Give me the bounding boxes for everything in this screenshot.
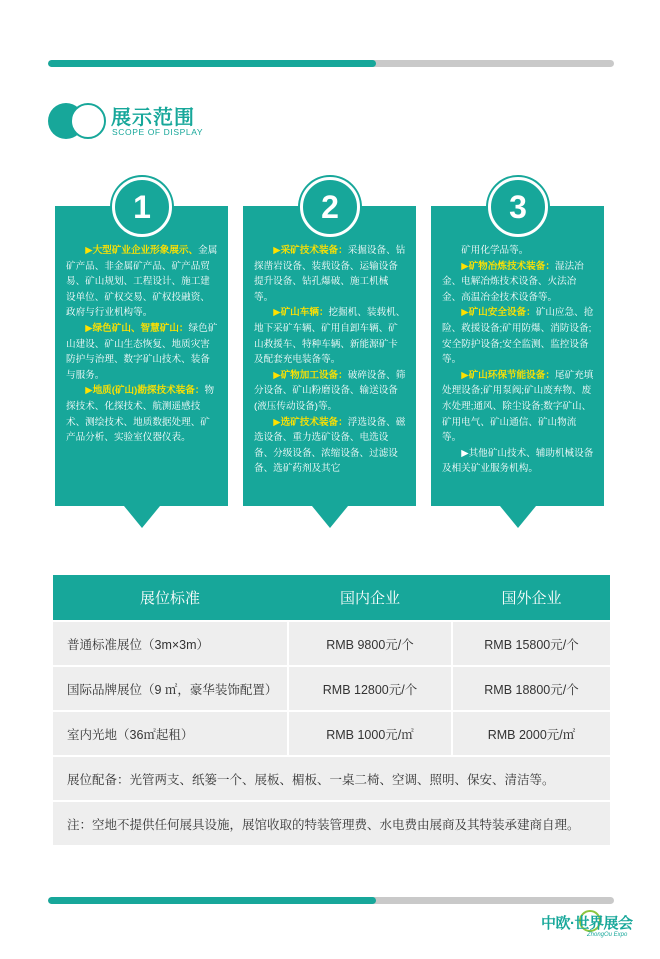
- domestic-price: RMB 12800元/个: [289, 667, 451, 710]
- card-paragraph: ▶矿物加工设备：破碎设备、筛分设备、矿山粉磨设备、输送设备(液压传动设备)等。: [254, 369, 406, 412]
- booth-equipment-note: 展位配备：光管两支、纸篓一个、展板、楣板、一桌二椅、空调、照明、保安、清洁等。: [53, 757, 610, 800]
- table-row: [53, 667, 610, 710]
- card-3-text: [442, 243, 595, 477]
- booth-type: 普通标准展位（3m×3m）: [53, 622, 287, 665]
- table-row: [53, 622, 610, 665]
- card-paragraph: ▶地质(矿山)勘探技术装备：物探技术、化探技术、航测遥感技术、测绘技术、地质数据处理、矿产品分析、实验室仪器仪表。: [66, 385, 215, 444]
- bottom-divider-bar: [48, 897, 614, 904]
- card-paragraph: ▶矿物冶炼技术装备：湿法冶金、电解冶炼技术设备、火法冶金、高温冶金技术设备等。: [442, 260, 584, 303]
- domestic-price: RMB 9800元/个: [289, 622, 451, 665]
- brand-logo: [541, 912, 641, 942]
- header-booth-standard: 展位标准: [139, 590, 200, 607]
- card-paragraph: 矿用化学品等。: [461, 245, 529, 256]
- card-pointer: [124, 506, 160, 528]
- booth-type: 室内光地（36㎡起租）: [53, 712, 287, 755]
- card-1-text: [66, 243, 219, 446]
- table-row: [53, 712, 610, 755]
- header-foreign: 国外企业: [501, 590, 562, 607]
- section-subtitle: SCOPE OF DISPLAY: [112, 127, 204, 137]
- card-paragraph: ▶其他矿山技术、辅助机械设备及相关矿业服务机构。: [442, 447, 594, 475]
- brand-name-en: ZhongOu Expo: [587, 932, 628, 938]
- booth-type: 国际品牌展位（9 ㎡，豪华装饰配置）: [53, 667, 287, 710]
- card-paragraph: ▶绿色矿山、智慧矿山：绿色矿山建设、矿山生态恢复、地质灾害防护与治理、数字矿山技术、装备与服务。: [66, 322, 218, 381]
- domestic-price: RMB 1000元/㎡: [289, 712, 451, 755]
- foreign-price: RMB 18800元/个: [453, 667, 610, 710]
- open-space-note: 注：空地不提供任何展具设施，展馆收取的特装管理费、水电费由展商及其特装承建商自理。: [53, 802, 610, 845]
- card-number-badge: 3: [488, 177, 548, 237]
- card-paragraph: ▶矿山车辆：挖掘机、装载机、地下采矿车辆、矿用自卸车辆、矿山救援车、特种车辆、新能源矿卡及配套充电装备等。: [254, 307, 406, 366]
- card-paragraph: ▶矿山安全设备：矿山应急、抢险、救援设备;矿用防爆、消防设备;安全防护设备;安全监测、监控设备等。: [442, 307, 594, 366]
- top-divider-bar: [48, 60, 614, 67]
- card-number-badge: 1: [112, 177, 172, 237]
- scope-card-1: [55, 206, 228, 506]
- table-header-row: [53, 575, 610, 620]
- card-paragraph: ▶选矿技术装备：浮选设备、磁选设备、重力选矿设备、电选设备、分级设备、浓缩设备、过滤设备、选矿药剂及其它: [254, 416, 406, 475]
- scope-card-3: [431, 206, 604, 506]
- card-number-badge: 2: [300, 177, 360, 237]
- booth-price-table: [53, 575, 610, 845]
- card-2-text: [254, 243, 407, 477]
- foreign-price: RMB 15800元/个: [453, 622, 610, 665]
- circles-logo-icon: [48, 101, 108, 141]
- card-paragraph: ▶采矿技术装备：采掘设备、钻探凿岩设备、装载设备、运输设备提升设备、钻孔爆破、施工机械等。: [254, 245, 406, 303]
- card-pointer: [500, 506, 536, 528]
- header-domestic: 国内企业: [339, 590, 400, 607]
- section-title: 展示范围: [111, 107, 195, 129]
- card-paragraph: ▶大型矿业企业形象展示、金属矿产品、非金属矿产品、矿产品贸易、矿山规划、工程设计、施工建设单位、矿权交易、矿权投融资、政府与行业机构等。: [66, 245, 218, 319]
- card-pointer: [312, 506, 348, 528]
- scope-card-2: [243, 206, 416, 506]
- foreign-price: RMB 2000元/㎡: [453, 712, 610, 755]
- brand-name: 中欧·世界展会: [541, 915, 633, 932]
- card-paragraph: ▶矿山环保节能设备：尾矿充填处理设备;矿用泵阀;矿山废弃物、废水处理;通风、除尘设备;数字矿山、矿用电气、矿山通信、矿山物流等。: [442, 369, 594, 444]
